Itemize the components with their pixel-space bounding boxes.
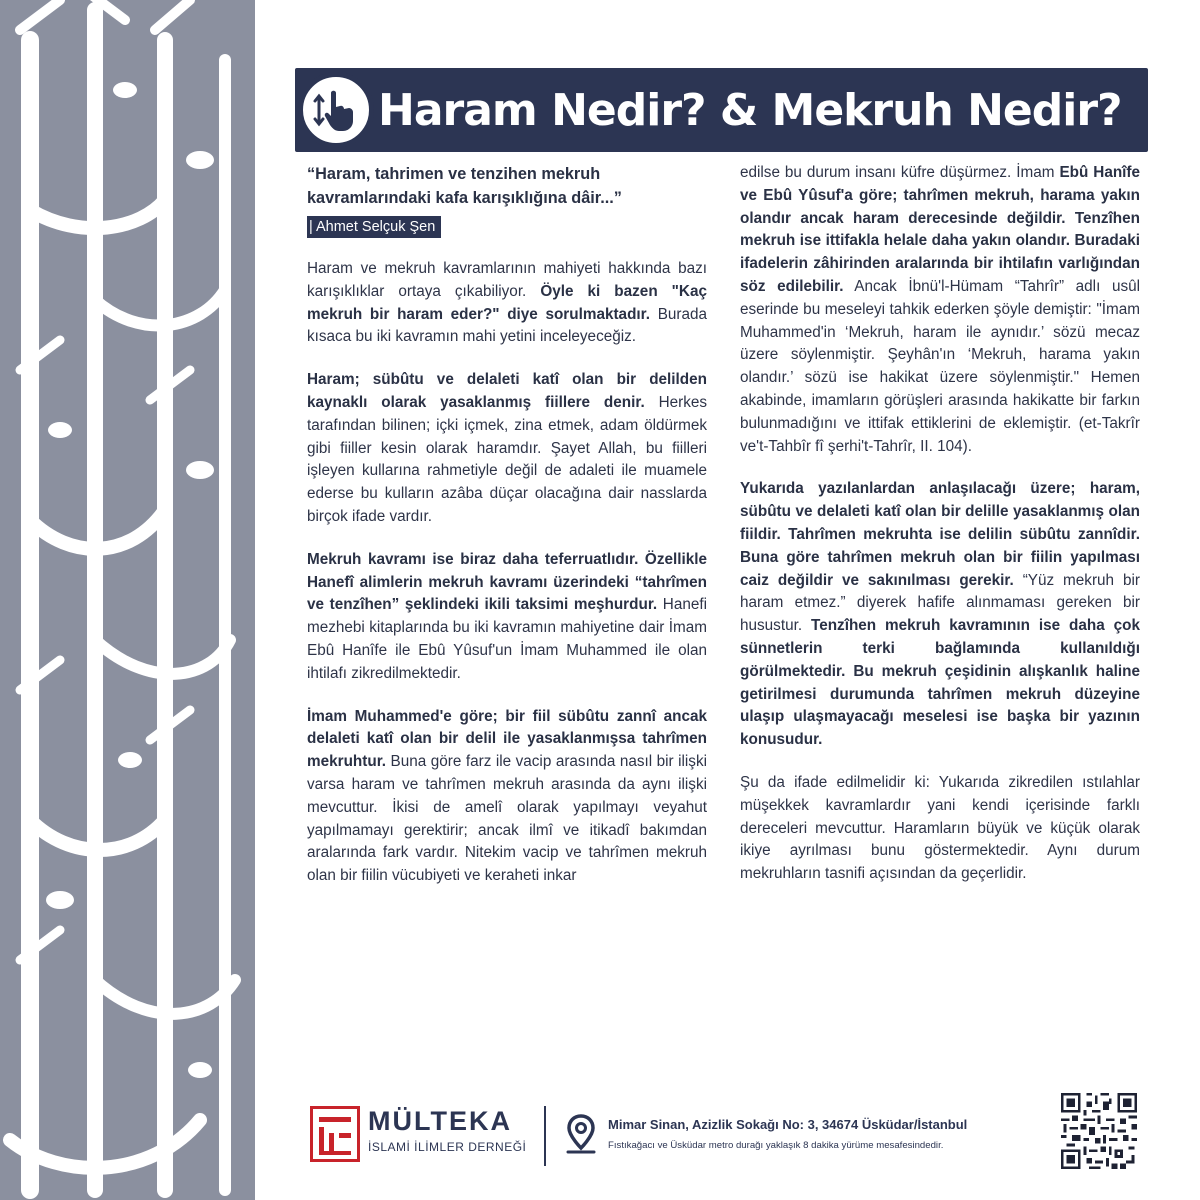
- page-title: Haram Nedir? & Mekruh Nedir?: [378, 85, 1122, 136]
- article-right-column: [740, 162, 1140, 906]
- org-name: MÜLTEKA: [368, 1106, 512, 1136]
- author-tag: | Ahmet Selçuk Şen: [307, 216, 441, 238]
- article-quote: “Haram, tahrimen ve tenzihen mekruh kavramlarındaki kafa karışıklığına dâir...”: [307, 165, 622, 207]
- multeka-logo-icon: [310, 1106, 360, 1162]
- intro-end: Burada kısaca bu iki kavramın mahi yetini inceleyeceğiz.: [307, 305, 708, 346]
- mekruh-definition: Mekruh kavramı ise biraz daha teferruatlıdır. Özellikle Hanefî alimlerin mekruh kavramı üzerindeki “tahrîmen ve tenzîhen” şeklindeki ikili taksimi meşhurdur.: [307, 550, 707, 614]
- article-left-column: [307, 162, 707, 908]
- paragraph-haram: [307, 369, 707, 529]
- qr-code-icon[interactable]: [1058, 1090, 1140, 1172]
- paragraph-intro: [307, 258, 707, 349]
- haram-definition: Haram; sübûtu ve delaleti katî olan bir delilden kaynaklı olarak yasaklanmış fiillere denir.: [307, 371, 707, 411]
- summary-text: “Yüz mekruh bir haram etmez.” diyerek hafife alınmaması gereken bir husustur.: [740, 571, 1140, 635]
- directions-text: Fıstıkağacı ve Üsküdar metro durağı yaklaşık 8 dakika yürüme mesafesindedir.: [608, 1140, 944, 1151]
- paragraph-continuation: [740, 162, 1140, 458]
- haram-text: Herkes tarafından bilinen; içki içmek, zina etmek, adam öldürmek gibi fiiller kesin olarak haramdır. Şayet Allah, bu fiilleri işleyen kullarına rahmetiyle değil de adaleti ile muamele ederse bu kulların azâba düçar olacağına dair nasslarda birçok ifade vardır.: [307, 393, 708, 525]
- intro-bold: Öyle ki bazen "Kaç mekruh bir haram eder?" diye sorulmaktadır.: [307, 282, 707, 323]
- touch-scroll-icon: [311, 85, 361, 135]
- paragraph-conclusion: [740, 772, 1140, 886]
- continuation-start: edilse bu durum insanı küfre düşürmez. İmam: [740, 164, 1055, 181]
- org-subtitle: İSLAMİ İLİMLER DERNEĞİ: [368, 1140, 527, 1154]
- paragraph-mekruh: [307, 549, 707, 686]
- location-pin-icon: [565, 1112, 597, 1156]
- continuation-end: Ancak İbnü'l-Hümam “Tahrîr” adlı usûl eserinde bu meseleyi tahkik ederken şöyle demiştir: "İmam Muhammed'in ‘Mekruh, haram ile aynıdır.’ sözü mecaz üzere söylenmiştir. Şeyhân'ın ‘Mekruh, harama yakın olandır.’ sözü ise hakikat üzere söylenmiştir." Hemen akabinde, imamların görüşleri arasında hakikatte bir farkın bulunmadığını ve ittifak ettiklerini de eklemiştir. (et-Takrîr ve't-Tahbîr fî şerhi't-Tahrîr, II. 104).: [740, 277, 1141, 455]
- continuation-bold: Ebû Hanîfe ve Ebû Yûsuf'a göre; tahrîmen mekruh, harama yakın olandır ancak haram derecesinde değildir. Tenzîhen mekruh ise ittifakla helale daha yakın olandır. Buradaki ifadelerin zâhirinden aralarında bir ihtilafın varlığından söz edilebilir.: [740, 164, 1141, 295]
- intro-text: Haram ve mekruh kavramlarının mahiyeti hakkında bazı karışıklıklar ortaya çıkabiliyor.: [307, 260, 707, 300]
- paragraph-imam-muhammed: [307, 706, 707, 888]
- summary-bold-end: Tenzîhen mekruh kavramının ise daha çok sünnetlerin terki bağlamında kullanıldığı görülmektedir. Bu mekruh çeşidinin alışkanlık haline getirilmesi durumunda tahrîmen mekruh düzeyine ulaşıp ulaşmayacağı meselesi ise başka bir yazının konusudur.: [740, 617, 1140, 749]
- imam-muhammed-text: Buna göre farz ile vacip arasında nasıl bir ilişki varsa haram ve tahrîmen mekruh arasında da aynı ilişki mevcuttur. İkisi de amelî olarak yapılmayı veyahut yapılmamayı gerektirir; ancak ilmî ve itikadî bakımdan aralarında fark vardır. Nitekim vacip ve tahrîmen mekruh olan bir fiilin vücubiyeti ve keraheti inkar: [307, 753, 707, 885]
- summary-bold: Yukarıda yazılanlardan anlaşılacağı üzere; haram, sübûtu ve delaleti katî olan bir delille yasaklanmış olan fiildir. Tahrîmen mekruhta ise delilin sübûtu zannîdir. Buna göre tahrîmen mekruh olan bir fiilin yapılması caiz değildir ve sakınılması gerekir.: [740, 480, 1140, 589]
- conclusion-text: Şu da ifade edilmelidir ki: Yukarıda zikredilen ıstılahlar müşekkek kavramlardır yani kendi içerisinde farklı dereceleri mevcuttur. Haramların büyük ve küçük olarak ikiye ayrılması bunu göstermektedir. Aynı durum mekruhların tasnifi açısından da geçerlidir.: [740, 773, 1140, 883]
- paragraph-summary: [740, 478, 1140, 752]
- footer-divider: [544, 1106, 546, 1166]
- address-text: Mimar Sinan, Azizlik Sokağı No: 3, 34674 Üsküdar/İstanbul: [608, 1117, 968, 1132]
- imam-muhammed-bold: İmam Muhammed'e göre; bir fiil sübûtu zannî ancak delaleti katî olan bir delil ile yasaklanmışsa tahrîmen mekruhtur.: [307, 707, 707, 771]
- calligraphy-side-panel: [0, 0, 255, 1200]
- mekruh-text: Hanefi mezhebi kitaplarında bu iki kavramın mahiyetine dair İmam Ebû Hanîfe ile Ebû Yûsuf'un İmam Muhammed ile olan ihtilafı zikredilmektedir.: [307, 596, 707, 682]
- title-icon-badge: [298, 72, 374, 148]
- arabic-calligraphy-decoration: [0, 0, 255, 1200]
